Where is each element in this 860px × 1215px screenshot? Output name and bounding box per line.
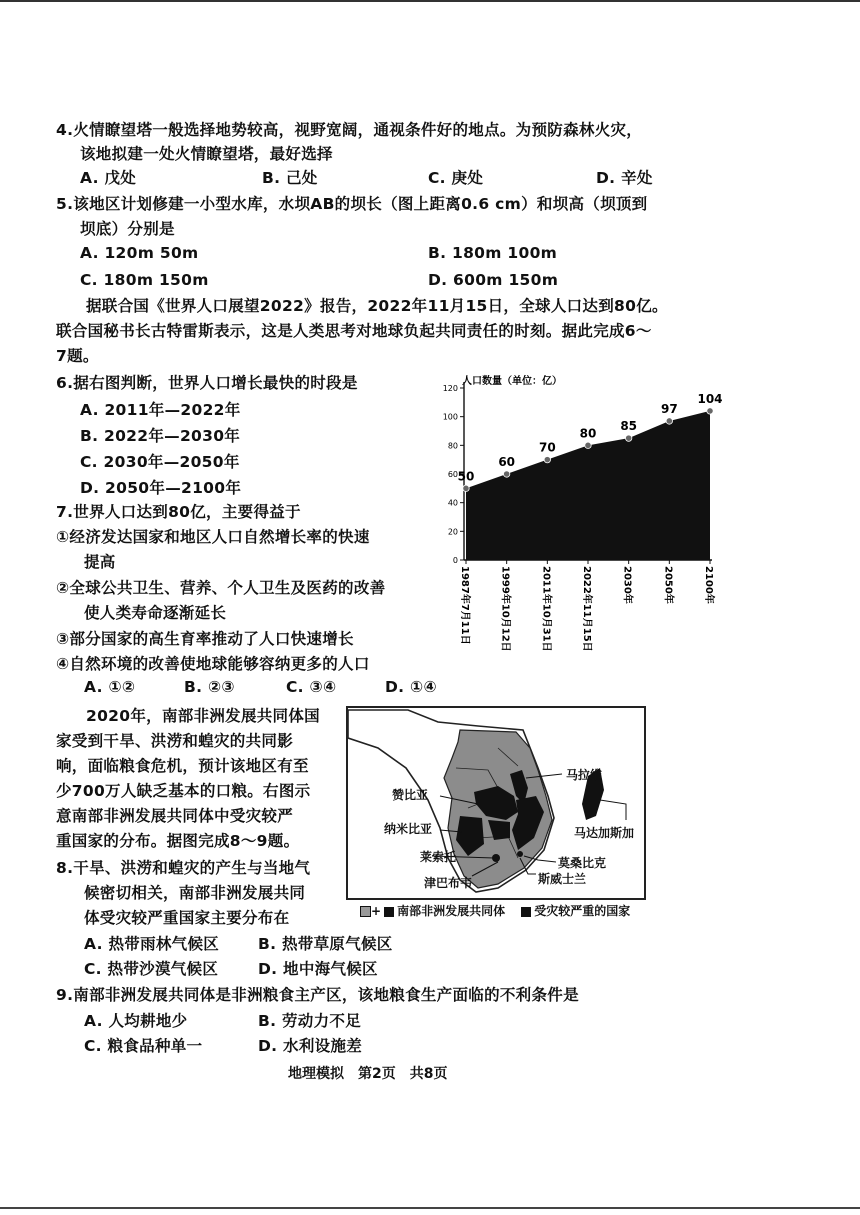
intro89-line5: 意南部非洲发展共同体中受灾较严 <box>56 807 294 825</box>
intro67-line1: 据联合国《世界人口展望2022》报告，2022年11月15日，全球人口达到80亿。 <box>86 297 668 315</box>
chart-data-point <box>585 442 591 448</box>
legend-affected-swatch <box>521 907 531 917</box>
legend-affected-label: 受灾较严重的国家 <box>534 904 631 918</box>
intro89-line4: 少700万人缺乏基本的口粮。右图示 <box>56 782 311 800</box>
map-label-malawi: 马拉维 <box>566 768 603 782</box>
chart-data-point <box>707 408 713 414</box>
q6-option-c: C. 2030年—2050年 <box>80 453 240 471</box>
map-label-zimbabwe: 津巴布韦 <box>424 876 473 890</box>
map-label-madagascar: 马达加斯加 <box>574 826 635 840</box>
q6-stem: 6.据右图判断，世界人口增长最快的时段是 <box>56 374 358 392</box>
q7-item1-line1: ①经济发达国家和地区人口自然增长率的快速 <box>56 528 370 546</box>
map-label-swaziland: 斯威士兰 <box>538 872 587 886</box>
chart-x-tick-label: 2022年11月15日 <box>581 566 592 652</box>
chart-x-tick-label: 1999年10月12日 <box>499 566 511 652</box>
page-bottom-border <box>0 1207 860 1209</box>
map-label-zambia: 赞比亚 <box>392 788 429 802</box>
chart-x-tick-label: 2011年10月31日 <box>540 566 552 652</box>
intro89-line1: 2020年，南部非洲发展共同体国 <box>86 707 320 725</box>
chart-data-label: 80 <box>579 426 597 441</box>
q5-stem-line1: 5.该地区计划修建一小型水库，水坝AB的坝长（图上距离0.6 cm）和坝高（坝顶到 <box>56 195 648 213</box>
q8-stem-line3: 体受灾较严重国家主要分布在 <box>84 909 290 927</box>
chart-data-label: 97 <box>660 401 678 416</box>
chart-x-tick-label: 2030年 <box>621 566 633 604</box>
q4-stem-line1: 4.火情瞭望塔一般选择地势较高，视野宽阔，通视条件好的地点。为预防森林火灾， <box>56 121 643 139</box>
chart-y-tick-label: 20 <box>447 527 458 537</box>
q8-stem-line2: 候密切相关，南部非洲发展共同 <box>84 884 306 902</box>
chart-data-label: 50 <box>457 469 475 484</box>
chart-x-tick-label: 2050年 <box>662 566 674 604</box>
q9-option-b: B. 劳动力不足 <box>258 1012 361 1030</box>
intro89-line2: 家受到干旱、洪涝和蝗灾的共同影 <box>56 732 294 750</box>
chart-y-tick-label: 0 <box>452 556 458 565</box>
q9-option-d: D. 水利设施差 <box>258 1037 363 1055</box>
q8-stem-line1: 8.干旱、洪涝和蝗灾的产生与当地气 <box>56 859 311 877</box>
q8-option-d: D. 地中海气候区 <box>258 960 378 978</box>
q4-option-a: A. 戊处 <box>80 169 137 187</box>
q7-item2-line2: 使人类寿命逐渐延长 <box>84 604 227 622</box>
chart-data-point <box>503 471 509 477</box>
q5-option-c: C. 180m 150m <box>80 271 209 289</box>
map-legend: + 南部非洲发展共同体 受灾较严重的国家 <box>360 902 630 919</box>
q7-option-c: C. ③④ <box>286 678 337 696</box>
legend-community-label: 南部非洲发展共同体 <box>397 904 506 918</box>
southern-africa-map <box>346 706 646 900</box>
q7-option-d: D. ①④ <box>385 678 437 696</box>
chart-x-tick-label: 2100年 <box>703 566 714 604</box>
chart-y-tick-label: 100 <box>442 412 458 422</box>
q9-option-c: C. 粮食品种单一 <box>84 1037 203 1055</box>
chart-data-point <box>666 418 672 424</box>
chart-title: 人口数量（单位：亿） <box>462 376 562 387</box>
chart-y-tick-label: 120 <box>442 384 458 393</box>
chart-data-label: 70 <box>538 440 556 455</box>
map-label-lesotho: 莱索托 <box>420 850 457 864</box>
chart-y-tick-label: 80 <box>447 441 458 451</box>
q5-option-b: B. 180m 100m <box>428 244 558 262</box>
chart-x-tick-label: 1987年7月11日 <box>459 566 470 645</box>
q6-option-b: B. 2022年—2030年 <box>80 427 241 445</box>
q7-option-a: A. ①② <box>84 678 136 696</box>
q6-option-d: D. 2050年—2100年 <box>80 479 242 497</box>
q8-option-a: A. 热带雨林气候区 <box>84 935 220 953</box>
q7-stem: 7.世界人口达到80亿，主要得益于 <box>56 503 301 521</box>
chart-y-tick-label: 60 <box>447 470 458 479</box>
chart-data-label: 60 <box>498 455 516 469</box>
q7-item2-line1: ②全球公共卫生、营养、个人卫生及医药的改善 <box>56 579 386 597</box>
population-area-chart <box>420 370 723 670</box>
legend-community-swatch <box>360 906 371 917</box>
legend-community-dark-swatch <box>384 907 394 917</box>
q7-item1-line2: 提高 <box>84 553 116 571</box>
q8-option-c: C. 热带沙漠气候区 <box>84 960 219 978</box>
q5-stem-line2: 坝底）分别是 <box>80 220 175 238</box>
map-label-namibia: 纳米比亚 <box>384 822 433 836</box>
page-top-border <box>0 0 860 2</box>
intro67-line3: 7题。 <box>56 347 99 365</box>
chart-data-label: 104 <box>697 391 723 406</box>
q9-stem: 9.南部非洲发展共同体是非洲粮食主产区，该地粮食生产面临的不利条件是 <box>56 986 579 1004</box>
q4-option-c: C. 庚处 <box>428 169 484 187</box>
page-footer: 地理模拟 第2页 共8页 <box>288 1066 448 1082</box>
q4-option-d: D. 辛处 <box>596 169 653 187</box>
chart-data-label: 85 <box>620 419 638 434</box>
chart-y-tick-label: 40 <box>447 498 458 508</box>
chart-data-point <box>544 456 550 462</box>
q9-option-a: A. 人均耕地少 <box>84 1012 188 1030</box>
intro89-line6: 重国家的分布。据图完成8～9题。 <box>56 832 300 850</box>
q8-option-b: B. 热带草原气候区 <box>258 935 393 953</box>
chart-data-point <box>463 485 469 491</box>
map-label-mozambique: 莫桑比克 <box>558 856 607 870</box>
chart-data-point <box>625 435 631 441</box>
q7-item3: ③部分国家的高生育率推动了人口快速增长 <box>56 630 354 648</box>
q7-option-b: B. ②③ <box>184 678 235 696</box>
q5-option-a: A. 120m 50m <box>80 244 199 262</box>
q7-item4: ④自然环境的改善使地球能够容纳更多的人口 <box>56 655 370 673</box>
q5-option-d: D. 600m 150m <box>428 271 559 289</box>
q4-stem-line2: 该地拟建一处火情瞭望塔，最好选择 <box>80 145 333 163</box>
q6-option-a: A. 2011年—2022年 <box>80 401 241 419</box>
intro89-line3: 响，面临粮食危机，预计该地区有至 <box>56 757 309 775</box>
intro67-line2: 联合国秘书长古特雷斯表示，这是人类思考对地球负起共同责任的时刻。据此完成6～ <box>56 322 652 340</box>
q4-option-b: B. 己处 <box>262 169 318 187</box>
